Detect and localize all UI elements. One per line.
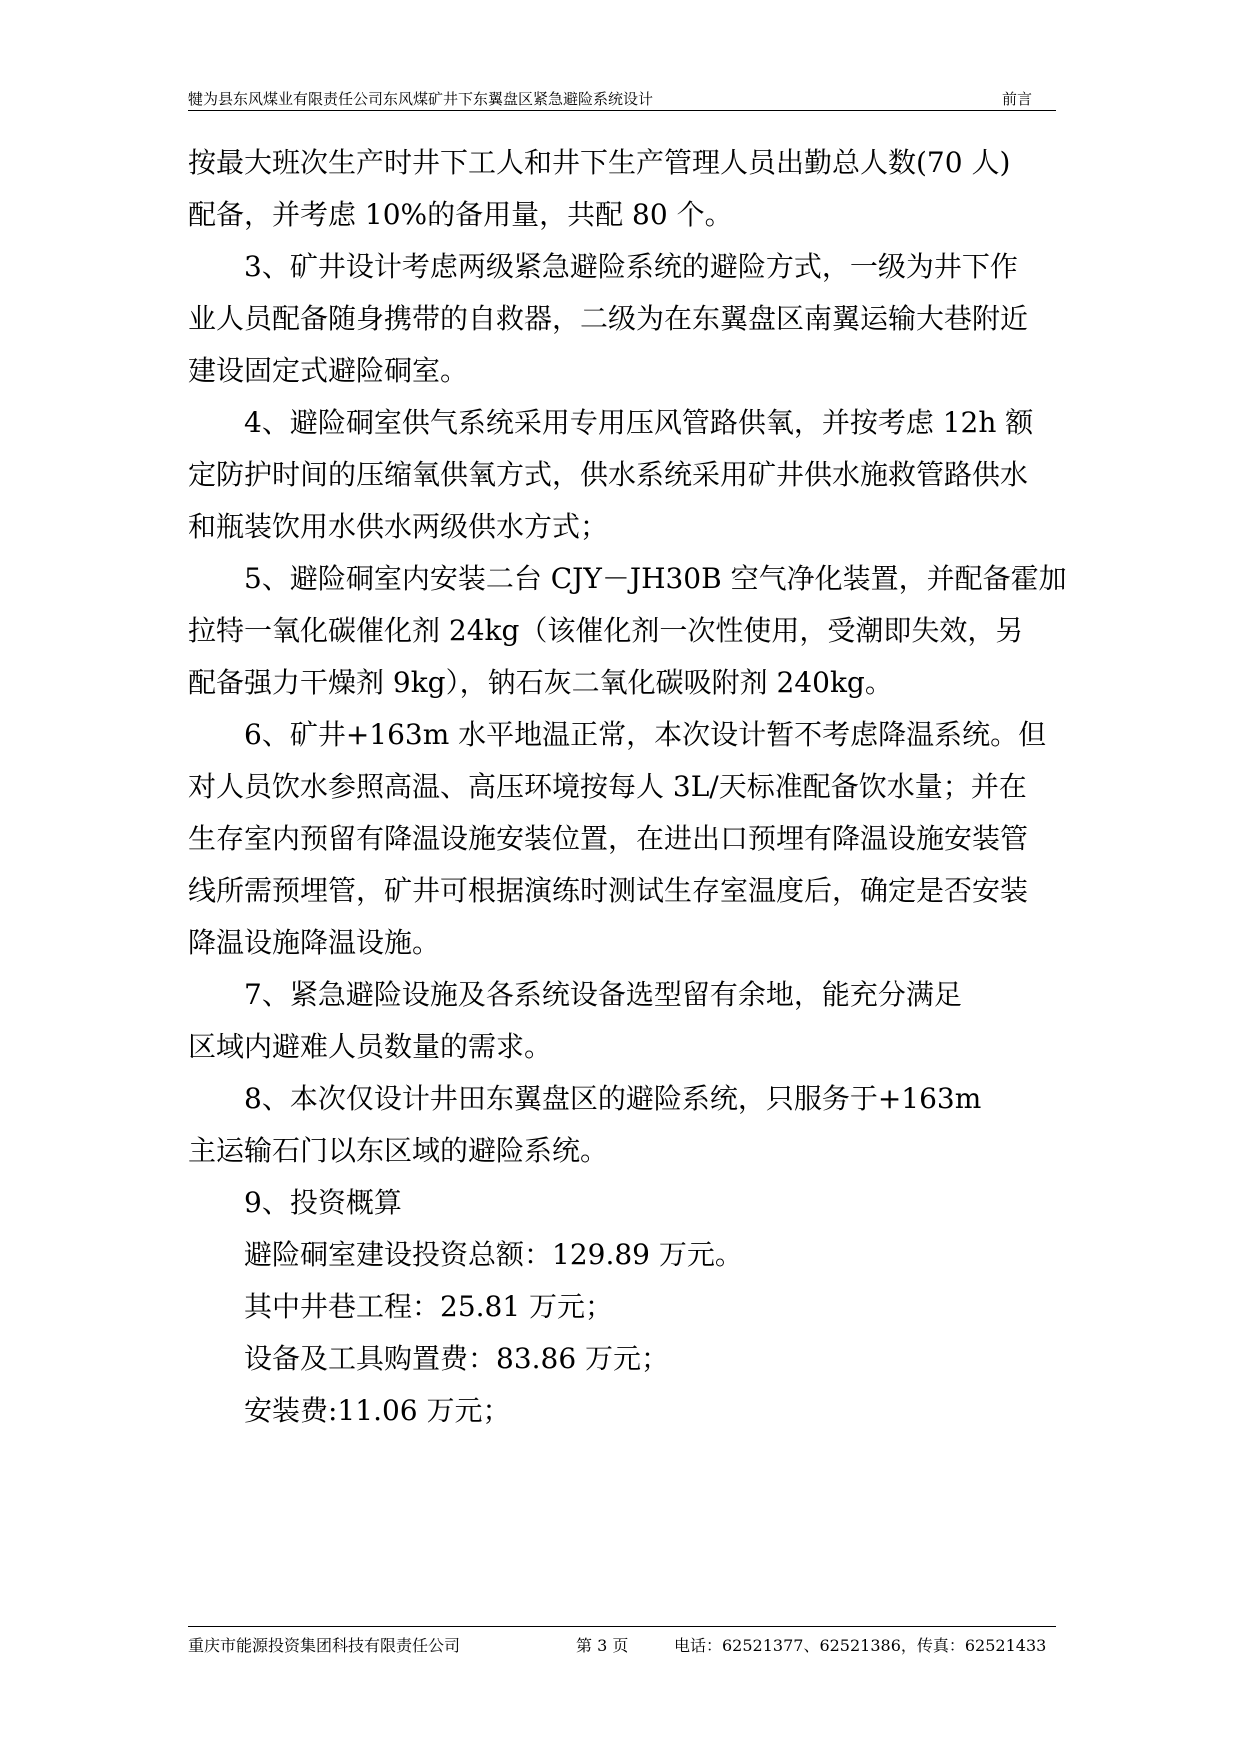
text-line: 配备强力干燥剂 9kg），钠石灰二氧化碳吸附剂 240kg。 xyxy=(188,666,893,699)
text-line: 5、避险硐室内安装二台 CJY－JH30B 空气净化装置，并配备霍加 xyxy=(244,562,1067,595)
footer-page-number: 第 3 页 xyxy=(576,1636,629,1655)
text-line: 其中井巷工程：25.81 万元； xyxy=(244,1290,614,1323)
text-line: 线所需预埋管，矿井可根据演练时测试生存室温度后，确定是否安装 xyxy=(188,874,1029,907)
footer-company: 重庆市能源投资集团科技有限责任公司 xyxy=(188,1636,461,1655)
text-line: 9、投资概算 xyxy=(244,1186,402,1219)
text-line: 配备，并考虑 10%的备用量，共配 80 个。 xyxy=(188,198,733,231)
text-line: 生存室内预留有降温设施安装位置，在进出口预埋有降温设施安装管 xyxy=(188,822,1029,855)
text-line: 3、矿井设计考虑两级紧急避险系统的避险方式，一级为井下作 xyxy=(244,250,1018,283)
text-line: 业人员配备随身携带的自救器，二级为在东翼盘区南翼运输大巷附近 xyxy=(188,302,1029,335)
page-footer xyxy=(188,1626,1056,1655)
text-line: 建设固定式避险硐室。 xyxy=(188,354,469,387)
page-header xyxy=(188,86,1056,111)
header-title: 犍为县东风煤业有限责任公司东风煤矿井下东翼盘区紧急避险系统设计 xyxy=(188,90,654,108)
text-line: 对人员饮水参照高温、高压环境按每人 3L/天标准配备饮水量；并在 xyxy=(188,770,1027,803)
text-line: 8、本次仅设计井田东翼盘区的避险系统，只服务于+163m xyxy=(244,1082,982,1115)
text-line: 避险硐室建设投资总额：129.89 万元。 xyxy=(244,1238,743,1271)
text-line: 按最大班次生产时井下工人和井下生产管理人员出勤总人数(70 人) xyxy=(188,146,1011,179)
text-line: 4、避险硐室供气系统采用专用压风管路供氧，并按考虑 12h 额 xyxy=(244,406,1034,439)
text-line: 区域内避难人员数量的需求。 xyxy=(188,1030,553,1063)
text-line: 设备及工具购置费：83.86 万元； xyxy=(244,1342,670,1375)
header-section: 前言 xyxy=(1001,90,1032,108)
footer-contact: 电话：62521377、62521386，传真：62521433 xyxy=(674,1636,1047,1655)
text-line: 安装费:11.06 万元； xyxy=(244,1394,511,1427)
text-line: 7、紧急避险设施及各系统设备选型留有余地，能充分满足 xyxy=(244,978,962,1011)
text-line: 和瓶装饮用水供水两级供水方式； xyxy=(188,510,609,543)
text-line: 6、矿井+163m 水平地温正常，本次设计暂不考虑降温系统。但 xyxy=(244,718,1047,751)
text-line: 降温设施降温设施。 xyxy=(188,926,441,959)
text-line: 主运输石门以东区域的避险系统。 xyxy=(188,1134,609,1167)
text-line: 定防护时间的压缩氧供氧方式，供水系统采用矿井供水施救管路供水 xyxy=(188,458,1029,491)
text-line: 拉特一氧化碳催化剂 24kg（该催化剂一次性使用，受潮即失效，另 xyxy=(188,614,1024,647)
